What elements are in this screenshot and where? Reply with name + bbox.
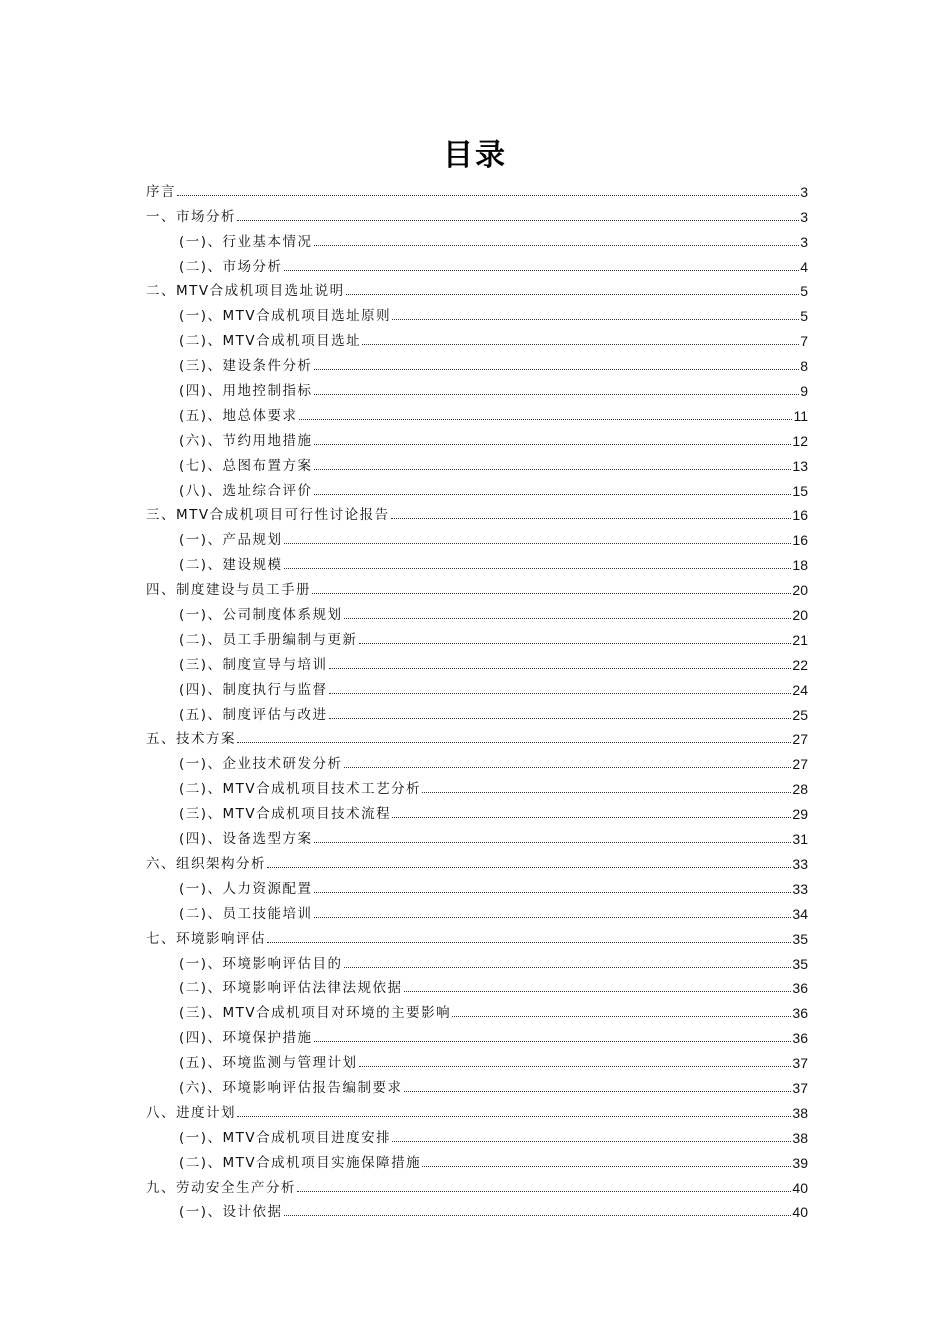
- toc-subentry[interactable]: [146, 374, 808, 399]
- toc-entry-label: (一)、人力资源配置: [179, 880, 313, 897]
- toc-page-number: 35: [792, 930, 808, 947]
- toc-subentry[interactable]: [146, 797, 808, 822]
- dot-leader: [392, 319, 799, 320]
- toc-subentry[interactable]: [146, 623, 808, 648]
- dot-leader: [344, 618, 792, 619]
- toc-entry-label: (一)、MTV合成机项目选址原则: [179, 308, 392, 325]
- toc-entry-label: (二)、MTV合成机项目选址: [179, 333, 362, 350]
- toc-page-number: 3: [800, 183, 808, 200]
- toc-entry-label: (二)、员工技能培训: [179, 905, 313, 922]
- toc-page-number: 27: [792, 731, 808, 748]
- dot-leader: [314, 245, 800, 246]
- dot-leader: [237, 220, 799, 221]
- toc-page-number: 25: [792, 706, 808, 723]
- toc-entry-label: (三)、MTV合成机项目对环境的主要影响: [179, 1005, 452, 1022]
- toc-entry[interactable]: [146, 499, 808, 524]
- toc-subentry[interactable]: [146, 972, 808, 997]
- toc-entry-label: (二)、环境影响评估法律法规依据: [179, 980, 403, 997]
- toc-entry-label: (三)、制度宣导与培训: [179, 656, 328, 673]
- dot-leader: [422, 792, 791, 793]
- toc-entry[interactable]: [146, 723, 808, 748]
- toc-page-number: 28: [792, 781, 808, 798]
- toc-entry-label: (四)、用地控制指标: [179, 383, 313, 400]
- dot-leader: [329, 693, 792, 694]
- toc-entry-label: (四)、环境保护措施: [179, 1030, 313, 1047]
- dot-leader: [314, 1041, 792, 1042]
- toc-subentry[interactable]: [146, 947, 808, 972]
- toc-entry-label: (八)、选址综合评价: [179, 482, 313, 499]
- dot-leader: [329, 668, 792, 669]
- toc-subentry[interactable]: [146, 872, 808, 897]
- toc-entry-label: (七)、总图布置方案: [179, 457, 313, 474]
- dot-leader: [392, 1141, 791, 1142]
- toc-page-number: 21: [792, 631, 808, 648]
- toc-subentry[interactable]: [146, 523, 808, 548]
- dot-leader: [237, 742, 791, 743]
- toc-entry-label: 序言: [146, 183, 176, 200]
- toc-page-number: 37: [792, 1079, 808, 1096]
- toc-subentry[interactable]: [146, 1196, 808, 1221]
- toc-page-number: 3: [800, 233, 808, 250]
- toc-subentry[interactable]: [146, 996, 808, 1021]
- dot-leader: [267, 867, 791, 868]
- toc-page-number: 11: [793, 407, 808, 424]
- toc-entry-label: 九、劳动安全生产分析: [146, 1179, 296, 1196]
- toc-page-number: 38: [792, 1104, 808, 1121]
- dot-leader: [314, 469, 792, 470]
- toc-subentry[interactable]: [146, 747, 808, 772]
- toc-page-number: 5: [800, 308, 808, 325]
- toc-page-number: 24: [792, 681, 808, 698]
- toc-entry-label: 四、制度建设与员工手册: [146, 582, 311, 599]
- dot-leader: [314, 842, 792, 843]
- toc-subentry[interactable]: [146, 399, 808, 424]
- dot-leader: [359, 643, 792, 644]
- toc-subentry[interactable]: [146, 822, 808, 847]
- dot-leader: [404, 1091, 792, 1092]
- dot-leader: [422, 1166, 791, 1167]
- toc-entry-label: 一、市场分析: [146, 208, 236, 225]
- toc-page-number: 33: [792, 880, 808, 897]
- toc-page-number: 18: [792, 557, 808, 574]
- toc-page-number: 12: [792, 432, 808, 449]
- toc-entry-label: (一)、产品规划: [179, 532, 283, 549]
- toc-page-number: 40: [792, 1179, 808, 1196]
- toc-subentry[interactable]: [146, 673, 808, 698]
- toc-subentry[interactable]: [146, 772, 808, 797]
- toc-page-number: 35: [792, 955, 808, 972]
- toc-page-number: 31: [792, 831, 808, 848]
- toc-entry-label: (一)、企业技术研发分析: [179, 756, 343, 773]
- dot-leader: [452, 1016, 791, 1017]
- dot-leader: [314, 917, 792, 918]
- toc-subentry[interactable]: [146, 1146, 808, 1171]
- toc-entry-label: 六、组织架构分析: [146, 855, 266, 872]
- dot-leader: [297, 1191, 791, 1192]
- toc-page-number: 40: [792, 1204, 808, 1221]
- toc-entry-label: (四)、设备选型方案: [179, 831, 313, 848]
- toc-page-number: 15: [792, 482, 808, 499]
- toc-page-number: 13: [792, 457, 808, 474]
- toc-entry-label: (六)、环境影响评估报告编制要求: [179, 1079, 403, 1096]
- toc-subentry[interactable]: [146, 1046, 808, 1071]
- toc-entry-label: (二)、MTV合成机项目技术工艺分析: [179, 781, 422, 798]
- toc-subentry[interactable]: [146, 698, 808, 723]
- toc-page-number: 37: [792, 1055, 808, 1072]
- toc-entry-label: 三、MTV合成机项目可行性讨论报告: [146, 507, 390, 524]
- toc-subentry[interactable]: [146, 474, 808, 499]
- dot-leader: [314, 892, 792, 893]
- toc-entry[interactable]: [146, 1096, 808, 1121]
- toc-entry-label: (二)、MTV合成机项目实施保障措施: [179, 1154, 422, 1171]
- toc-page-number: 7: [800, 333, 808, 350]
- dot-leader: [329, 718, 792, 719]
- toc-entry[interactable]: [146, 1171, 808, 1196]
- toc-entry-label: (一)、环境影响评估目的: [179, 955, 343, 972]
- toc-page-number: 34: [792, 905, 808, 922]
- toc-subentry[interactable]: [146, 648, 808, 673]
- toc-subentry[interactable]: [146, 299, 808, 324]
- toc-subentry[interactable]: [146, 349, 808, 374]
- toc-entry-label: (三)、MTV合成机项目技术流程: [179, 806, 392, 823]
- dot-leader: [344, 967, 792, 968]
- toc-page-number: 20: [792, 607, 808, 624]
- toc-page-number: 16: [792, 507, 808, 524]
- toc-entry-label: 二、MTV合成机项目选址说明: [146, 283, 345, 300]
- toc-page-number: 27: [792, 756, 808, 773]
- toc-page-number: 4: [800, 258, 808, 275]
- toc-page-number: 29: [792, 806, 808, 823]
- dot-leader: [284, 568, 792, 569]
- dot-leader: [314, 494, 792, 495]
- toc-subentry[interactable]: [146, 598, 808, 623]
- toc-entry-label: 八、进度计划: [146, 1104, 236, 1121]
- toc-subentry[interactable]: [146, 897, 808, 922]
- dot-leader: [314, 369, 800, 370]
- toc-entry-label: (一)、设计依据: [179, 1204, 283, 1221]
- table-of-contents: [146, 175, 808, 1220]
- toc-entry-label: 七、环境影响评估: [146, 930, 266, 947]
- toc-entry[interactable]: [146, 847, 808, 872]
- toc-page-number: 36: [792, 1030, 808, 1047]
- toc-subentry[interactable]: [146, 548, 808, 573]
- toc-entry-label: (一)、MTV合成机项目进度安排: [179, 1129, 392, 1146]
- dot-leader: [299, 419, 793, 420]
- dot-leader: [392, 817, 791, 818]
- dot-leader: [284, 270, 800, 271]
- dot-leader: [359, 1066, 792, 1067]
- toc-page-number: 3: [800, 208, 808, 225]
- toc-subentry[interactable]: [146, 324, 808, 349]
- toc-entry-label: (五)、制度评估与改进: [179, 706, 328, 723]
- toc-entry[interactable]: [146, 175, 808, 200]
- toc-subentry[interactable]: [146, 250, 808, 275]
- toc-page-number: 36: [792, 980, 808, 997]
- toc-entry-label: (五)、地总体要求: [179, 407, 298, 424]
- dot-leader: [314, 444, 792, 445]
- toc-entry[interactable]: [146, 922, 808, 947]
- toc-entry-label: (二)、员工手册编制与更新: [179, 631, 358, 648]
- toc-page-number: 33: [792, 855, 808, 872]
- toc-subentry[interactable]: [146, 1021, 808, 1046]
- toc-page-number: 8: [800, 358, 808, 375]
- toc-entry-label: (一)、公司制度体系规划: [179, 607, 343, 624]
- toc-entry-label: (三)、建设条件分析: [179, 358, 313, 375]
- page-title: 目录: [443, 138, 507, 173]
- dot-leader: [391, 518, 792, 519]
- toc-entry-label: (六)、节约用地措施: [179, 432, 313, 449]
- toc-subentry[interactable]: [146, 424, 808, 449]
- dot-leader: [237, 1116, 791, 1117]
- toc-subentry[interactable]: [146, 225, 808, 250]
- toc-entry-label: 五、技术方案: [146, 731, 236, 748]
- toc-subentry[interactable]: [146, 1121, 808, 1146]
- toc-page-number: 22: [792, 656, 808, 673]
- toc-entry[interactable]: [146, 200, 808, 225]
- toc-entry[interactable]: [146, 275, 808, 300]
- toc-entry-label: (一)、行业基本情况: [179, 233, 313, 250]
- toc-page-number: 36: [792, 1005, 808, 1022]
- toc-page-number: 16: [792, 532, 808, 549]
- toc-subentry[interactable]: [146, 1071, 808, 1096]
- dot-leader: [344, 767, 792, 768]
- toc-page-number: 38: [792, 1129, 808, 1146]
- toc-entry-label: (二)、市场分析: [179, 258, 283, 275]
- toc-page-number: 20: [792, 582, 808, 599]
- toc-entry[interactable]: [146, 573, 808, 598]
- dot-leader: [404, 991, 792, 992]
- toc-entry-label: (二)、建设规模: [179, 557, 283, 574]
- toc-entry-label: (五)、环境监测与管理计划: [179, 1055, 358, 1072]
- dot-leader: [312, 593, 791, 594]
- toc-subentry[interactable]: [146, 449, 808, 474]
- dot-leader: [267, 942, 791, 943]
- dot-leader: [362, 344, 799, 345]
- dot-leader: [177, 195, 799, 196]
- toc-entry-label: (四)、制度执行与监督: [179, 681, 328, 698]
- dot-leader: [284, 543, 792, 544]
- toc-page-number: 5: [800, 283, 808, 300]
- dot-leader: [284, 1215, 792, 1216]
- toc-page-number: 39: [792, 1154, 808, 1171]
- dot-leader: [346, 294, 800, 295]
- dot-leader: [314, 394, 800, 395]
- toc-page-number: 9: [800, 383, 808, 400]
